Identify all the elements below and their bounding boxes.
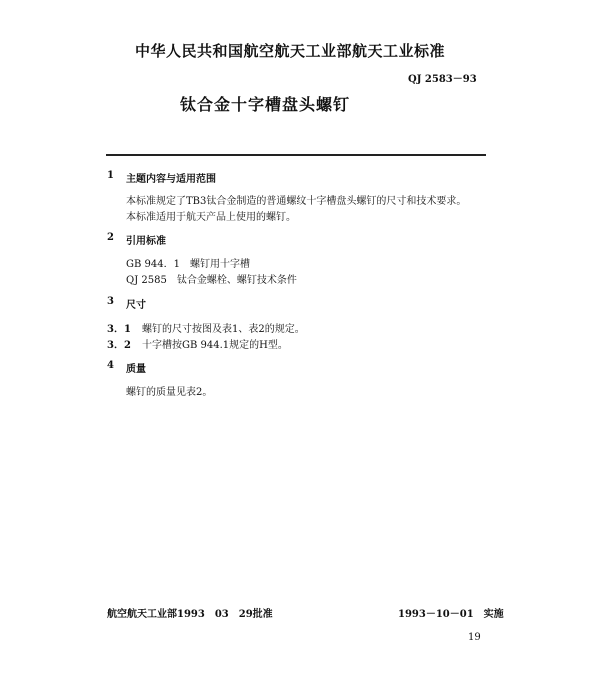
section-3-number: 3	[107, 296, 114, 307]
standard-organization: 中华人民共和国航空航天工业部航天工业标准	[135, 42, 446, 60]
section-4-heading: 质量	[126, 364, 146, 375]
document-title: 钛合金十字槽盘头螺钉	[180, 95, 351, 114]
subsection-3-2-number: 3．2	[107, 340, 131, 351]
effective-date: 1993－10－01 实施	[398, 609, 504, 620]
reference-qj-2585: QJ 2585 钛合金螺栓、螺钉技术条件	[126, 275, 297, 286]
subsection-3-2-text: 十字槽按GB 944.1规定的H型。	[142, 340, 288, 351]
section-2-number: 2	[107, 232, 114, 243]
reference-gb-944-1: GB 944．1 螺钉用十字槽	[126, 259, 250, 270]
section-1-paragraph-1: 本标准规定了TB3钛合金制造的普通螺纹十字槽盘头螺钉的尺寸和技术要求。	[126, 196, 467, 207]
section-3-heading: 尺寸	[126, 300, 146, 311]
header-divider	[106, 154, 486, 156]
standard-code: QJ 2583－93	[408, 74, 477, 85]
subsection-3-1-number: 3．1	[107, 324, 131, 335]
approval-line: 航空航天工业部1993 03 29批准	[107, 609, 273, 620]
section-2-heading: 引用标准	[126, 236, 166, 247]
section-4-number: 4	[107, 360, 114, 371]
page-number: 19	[468, 632, 481, 643]
section-1-paragraph-2: 本标准适用于航天产品上使用的螺钉。	[126, 212, 296, 223]
subsection-3-1-text: 螺钉的尺寸按图及表1、表2的规定。	[142, 324, 305, 335]
section-4-paragraph-1: 螺钉的质量见表2。	[126, 387, 213, 398]
section-1-number: 1	[107, 170, 114, 181]
section-1-heading: 主题内容与适用范围	[126, 174, 216, 185]
